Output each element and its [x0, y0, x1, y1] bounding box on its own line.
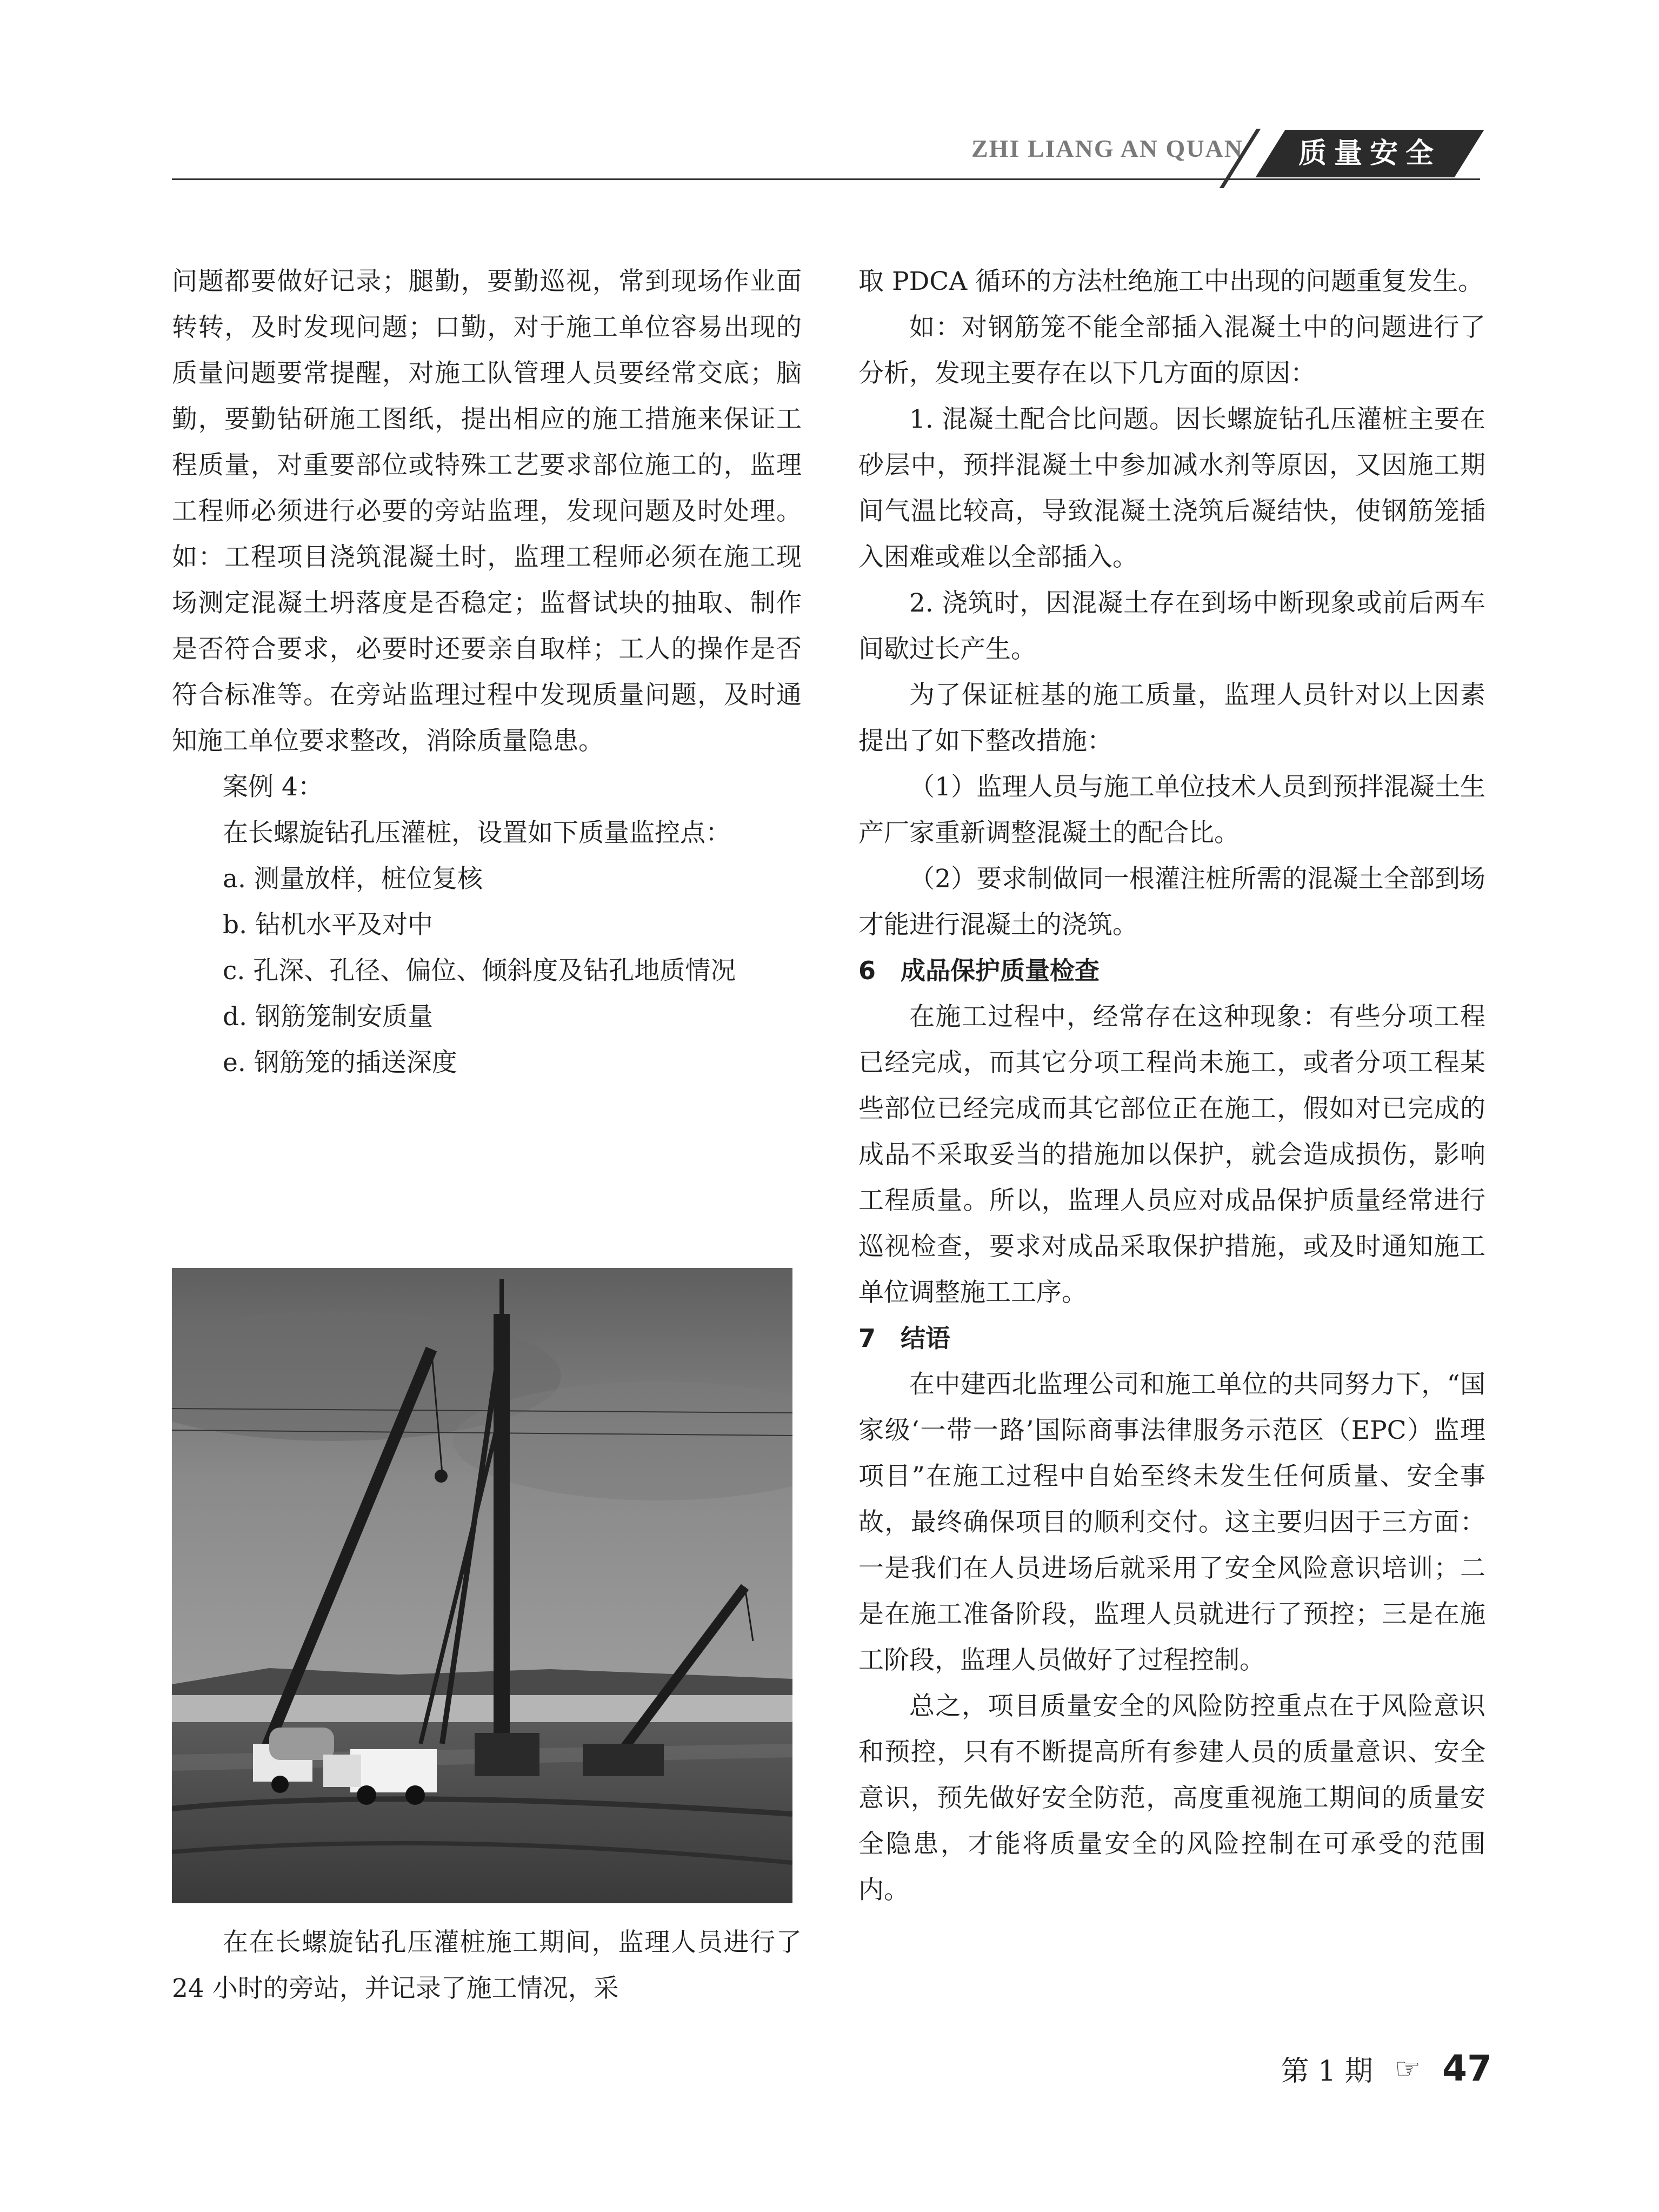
measure-item-2: （2）要求制做同一根灌注桩所需的混凝土全部到场才能进行混凝土的浇筑。 — [858, 864, 1485, 940]
right-column — [858, 258, 1485, 1913]
monitor-item: a. 测量放样，桩位复核 — [223, 864, 483, 894]
measure-item-1: （1）监理人员与施工单位技术人员到预拌混凝土生产厂家重新调整混凝土的配合比。 — [858, 772, 1485, 848]
construction-site-illustration — [172, 1268, 792, 1903]
right-paragraph-5: 为了保证桩基的施工质量，监理人员针对以上因素提出了如下整改措施： — [858, 680, 1485, 756]
page-footer — [1168, 2041, 1492, 2095]
left-column — [172, 258, 802, 1086]
pointing-hand-icon: ☞ — [1394, 2051, 1421, 2085]
monitor-item: e. 钢筋笼的插送深度 — [223, 1048, 457, 1078]
right-paragraph-3: 1. 混凝土配合比问题。因长螺旋钻孔压灌桩主要在砂层中，预拌混凝土中参加减水剂等原因，又因施工期间气温比较高，导致混凝土浇筑后凝结快，使钢筋笼插入困难或难以全部插入。 — [858, 404, 1485, 572]
page-number: 47 — [1442, 2047, 1492, 2089]
monitor-item: d. 钢筋笼制安质量 — [223, 1002, 433, 1032]
section-heading-6: 6 成品保护质量检查 — [858, 956, 1100, 985]
right-paragraph-8: 在施工过程中，经常存在这种现象：有些分项工程已经完成，而其它分项工程尚未施工，或者分项工程某些部位已经完成而其它部位正在施工，假如对已完成的成品不采取妥当的措施加以保护，就会造成损伤，影响工程质量。所以，监理人员应对成品保护质量经常进行巡视检查，要求对成品采取保护措施，或及时通知施工单位调整施工工序。 — [858, 1002, 1485, 1307]
monitor-item: c. 孔深、孔径、偏位、倾斜度及钻孔地质情况 — [223, 956, 736, 986]
monitor-item: b. 钻机水平及对中 — [223, 910, 433, 940]
case-intro: 在长螺旋钻孔压灌桩，设置如下质量监控点： — [223, 818, 731, 848]
left-paragraph-1: 问题都要做好记录；腿勤，要勤巡视，常到现场作业面转转，及时发现问题；口勤，对于施工单位容易出现的质量问题要常提醒，对施工队管理人员要经常交底；脑勤，要勤钻研施工图纸，提出相应的施工措施来保证工程质量，对重要部位或特殊工艺要求部位施工的，监理工程师必须进行必要的旁站监理，发现问题及时处理。如：工程项目浇筑混凝土时，监理工程师必须在施工现场测定混凝土坍落度是否稳定；监督试块的抽取、制作是否符合要求，必要时还要亲自取样；工人的操作是否符合标准等。在旁站监理过程中发现质量问题，及时通知施工单位要求整改，消除质量隐患。 — [172, 267, 802, 756]
issue-number: 第 1 期 — [1281, 2055, 1373, 2088]
right-paragraph-2: 如：对钢筋笼不能全部插入混凝土中的问题进行了分析，发现主要存在以下几方面的原因： — [858, 313, 1485, 388]
header-rule — [172, 178, 1480, 180]
section-heading-7: 7 结语 — [858, 1324, 951, 1353]
case-label: 案例 4： — [223, 772, 323, 802]
header-english-title: ZHI LIANG AN QUAN — [971, 135, 1243, 162]
right-paragraph-4: 2. 浇筑时，因混凝土存在到场中断现象或前后两车间歇过长产生。 — [858, 588, 1485, 664]
caption-text: 在在长螺旋钻孔压灌桩施工期间，监理人员进行了 24 小时的旁站，并记录了施工情况，采 — [172, 1928, 802, 2003]
header-section-badge — [1256, 130, 1484, 177]
right-paragraph-1: 取 PDCA 循环的方法杜绝施工中出现的问题重复发生。 — [858, 267, 1484, 296]
header-section-label: 质量安全 — [1298, 137, 1441, 170]
construction-site-photo — [172, 1268, 792, 1903]
photo-caption — [172, 1919, 802, 2011]
right-paragraph-10: 总之，项目质量安全的风险防控重点在于风险意识和预控，只有不断提高所有参建人员的质量意识、安全意识，预先做好安全防范，高度重视施工期间的质量安全隐患，才能将质量安全的风险控制在可承受的范围内。 — [858, 1691, 1485, 1905]
right-paragraph-9: 在中建西北监理公司和施工单位的共同努力下，“国家级‘一带一路’国际商事法律服务示范区（EPC）监理项目”在施工过程中自始至终未发生任何质量、安全事故，最终确保项目的顺利交付。这主要归因于三方面：一是我们在人员进场后就采用了安全风险意识培训；二是在施工准备阶段，监理人员就进行了预控；三是在施工阶段，监理人员做好了过程控制。 — [858, 1370, 1485, 1675]
